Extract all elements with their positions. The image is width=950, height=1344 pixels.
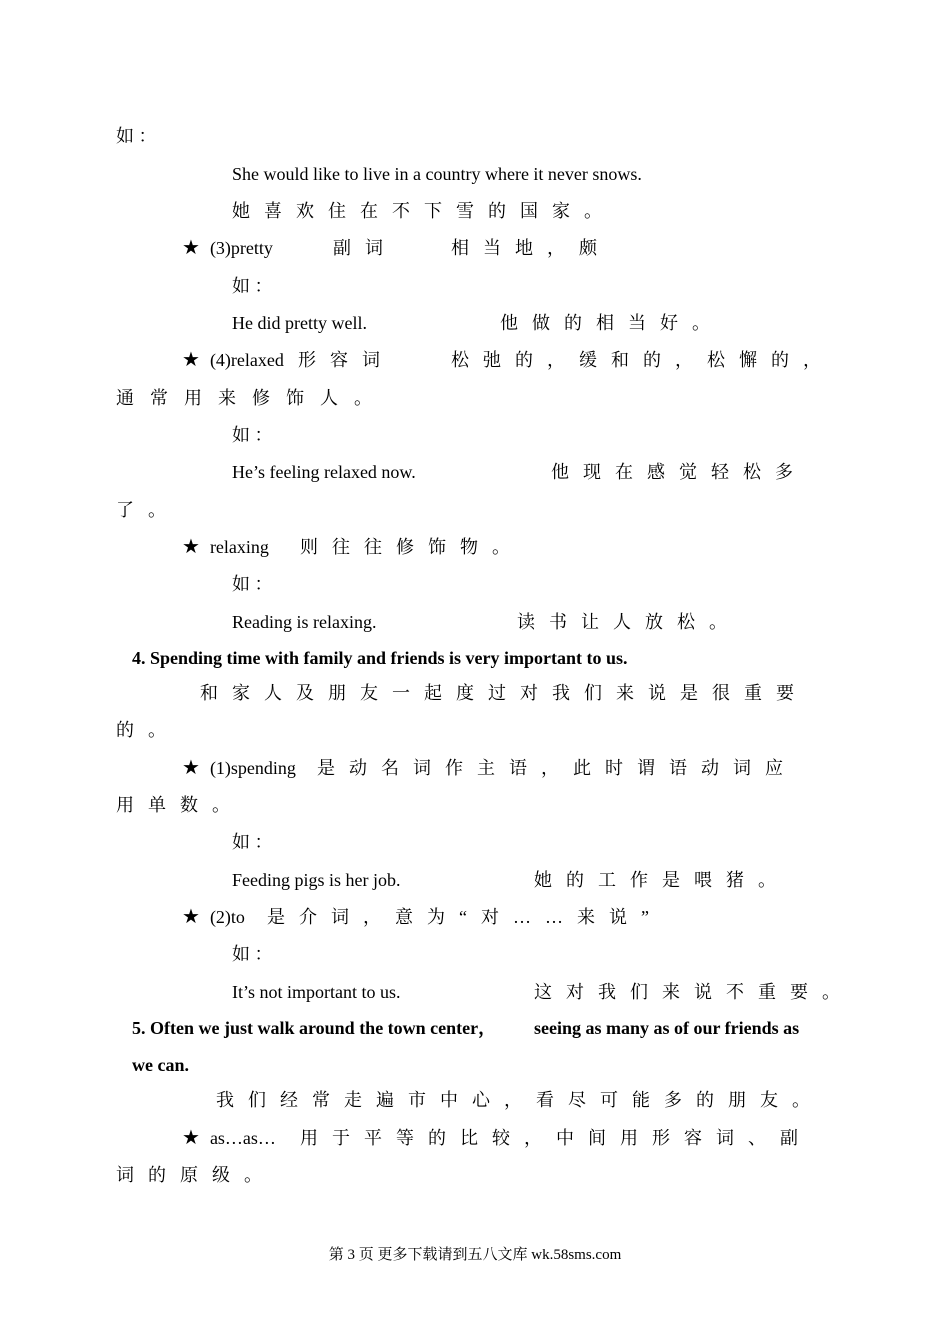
star-icon: ★ (182, 757, 200, 779)
example-label: 如 ： (232, 276, 273, 296)
meaning: 则往往修饰物。 (300, 537, 524, 557)
term: (2)to (209, 907, 245, 927)
example-label: 如 ： (232, 944, 273, 964)
term: relaxing (209, 537, 269, 557)
explanation: 是介词，意为“对……来说” (267, 907, 663, 927)
example-sentence-cn: 她的工作是喂猪。 (534, 870, 790, 890)
example-sentence-cn: 读书让人放松。 (517, 612, 741, 632)
star-icon: ★ (182, 906, 200, 928)
heading-translation: 和家人及朋友一起度过对我们来说是很重要 (200, 683, 808, 703)
term: (1)spending (209, 758, 296, 778)
meaning-continued: 通常用来修饰人。 (116, 388, 388, 408)
explanation-continued: 词的原级。 (116, 1165, 276, 1185)
example-sentence-cn: 这对我们来说不重要。 (534, 982, 854, 1002)
example-sentence-cn: 她喜欢住在不下雪的国家。 (232, 201, 616, 221)
bullet-item (182, 1126, 276, 1150)
part-of-speech: 副词 (333, 238, 397, 258)
example-sentence-cn: 他现在感觉轻松多 (551, 462, 807, 482)
bullet-item (182, 905, 245, 929)
star-icon: ★ (182, 237, 200, 259)
bullet-item (182, 236, 273, 260)
page-footer: 第 3 页 更多下载请到五八文库 wk.58sms.com (328, 1247, 622, 1263)
example-sentence-cn: 他做的相当好。 (500, 313, 724, 333)
meaning: 松弛的，缓和的，松懈的， (451, 350, 835, 370)
term: as…as… (209, 1128, 276, 1148)
example-label: 如 ： (232, 425, 273, 445)
example-label: 如 ： (232, 832, 273, 852)
example-sentence-en: She would like to live in a country where it never snows. (232, 164, 642, 184)
term: (4)relaxed (209, 350, 284, 370)
section-heading: 5. Often we just walk around the town center， (132, 1018, 497, 1038)
example-sentence-en: Reading is relaxing. (232, 612, 377, 632)
example-sentence-en: It’s not important to us. (232, 982, 401, 1002)
heading-translation-continued: 的。 (116, 720, 180, 740)
star-icon: ★ (182, 1127, 200, 1149)
explanation-continued: 用单数。 (116, 795, 244, 815)
bullet-item (182, 348, 284, 372)
bullet-item (182, 535, 269, 559)
example-label: 如 ： (232, 574, 273, 594)
section-heading: 4. Spending time with family and friends is very important to us. (132, 648, 628, 668)
section-heading-part: seeing as many as of our friends as (534, 1018, 800, 1038)
section-heading-continued: we can. (132, 1055, 189, 1075)
explanation: 是动名词作主语，此时谓语动词应 (317, 758, 797, 778)
example-label: 如 ： (116, 126, 157, 146)
example-sentence-cn-continued: 了。 (116, 500, 180, 520)
example-sentence-en: He’s feeling relaxed now. (232, 462, 416, 482)
explanation: 用于平等的比较，中间用形容词、副 (300, 1128, 812, 1148)
heading-translation: 我们经常走遍市中心，看尽可能多的朋友。 (216, 1090, 824, 1110)
example-sentence-en: He did pretty well. (232, 313, 367, 333)
star-icon: ★ (182, 536, 200, 558)
part-of-speech: 形容词 (298, 350, 394, 370)
bullet-item (182, 756, 296, 780)
meaning: 相当地，颇 (451, 238, 611, 258)
term: (3)pretty (209, 238, 273, 258)
star-icon: ★ (182, 349, 200, 371)
example-sentence-en: Feeding pigs is her job. (232, 870, 401, 890)
